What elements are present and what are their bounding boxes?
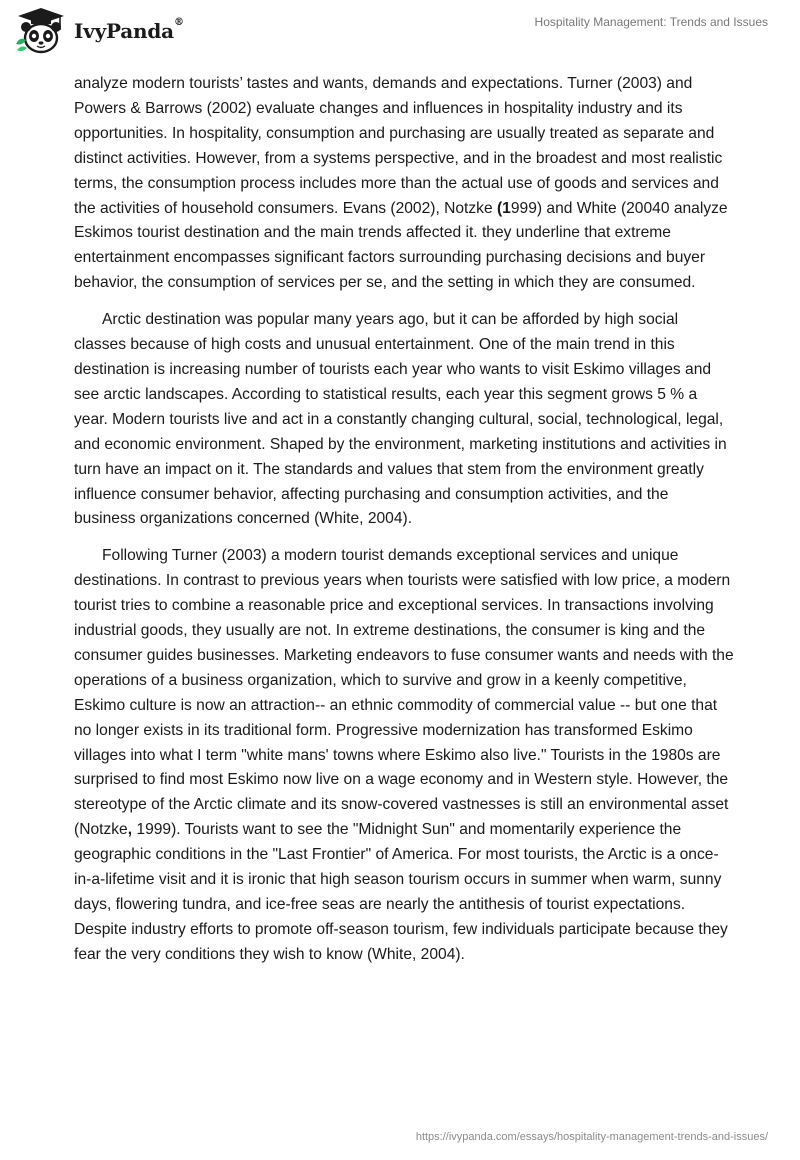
paragraph-3: Following Turner (2003) a modern tourist demands exceptional services and unique destinations. In contrast to previous years when tourists were satisfied with low price, a modern tourist tries to combine a reasonable price and exceptional services. In transactions involving industrial goods, they usually are not. In extreme destinations, the consumer is king and the consumer guides businesses. Marketing endeavors to fuse consumer wants and needs with the operations of a business organization, which to survive and grow in a keenly competitive, Eskimo culture is now an attraction-- an ethnic commodity of commercial value -- but one that no longer exists in its traditional form. Progressive modernization has transformed Eskimo villages into what I term "white mans' towns where Eskimo also live." Tourists in the 1980s are surprised to find most Eskimo now live on a wage economy and in Western style. However, the stereotype of the Arctic climate and its snow-covered vastnesses is still an environmental asset (Notzke, 1999). Tourists want to see the "Midnight Sun" and momentarily experience the geographic conditions in the "Last Frontier" of America. For most tourists, the Arctic is a once-in-a-lifetime visit and it is ironic that high season tourism occurs in summer when warm, sunny days, flowering tundra, and ice-free seas are nearly the antithesis of tourist expectations. Despite industry efforts to promote off-season tourism, few individuals participate because they fear the very conditions they wish to know (White, 2004).: [74, 547, 734, 963]
brand-name: IvyPanda®: [74, 17, 184, 43]
paragraph-1: analyze modern tourists’ tastes and wants, demands and expectations. Turner (2003) and Powers & Barrows (2002) evaluate changes and influences in hospitality industry and its opportunities. In hospitality, consumption and purchasing are usually treated as separate and distinct activities. However, from a systems perspective, and in the broadest and most realistic terms, the consumption process includes more than the actual use of goods and services and the activities of household consumers. Evans (2002), Notzke (1999) and White (20040 analyze Eskimos tourist destination and the main trends affected it. they underline that extreme entertainment encompasses significant factors surrounding purchasing decisions and buyer behavior, the consumption of services per se, and the setting in which they are consumed.: [74, 75, 728, 292]
brand-logo[interactable]: [14, 6, 184, 56]
source-url[interactable]: https://ivypanda.com/essays/hospitality-management-trends-and-issues/: [415, 1131, 768, 1143]
page-header: [0, 0, 800, 62]
document-title: Hospitality Management: Trends and Issues: [534, 15, 768, 29]
essay-body: [74, 72, 734, 980]
panda-graduate-icon: [14, 6, 68, 56]
paragraph-2: Arctic destination was popular many years ago, but it can be afforded by high social classes because of high costs and unusual entertainment. One of the main trend in this destination is increasing number of tourists each year who wants to visit Eskimo villages and see arctic landscapes. According to statistical results, each year this segment grows 5 % a year. Modern tourists live and act in a constantly changing cultural, social, technological, legal, and economic environment. Shaped by the environment, marketing institutions and activities in turn have an impact on it. The standards and values that stem from the environment greatly influence consumer behavior, affecting purchasing and consumption activities, and the business organizations concerned (White, 2004).: [74, 311, 727, 528]
